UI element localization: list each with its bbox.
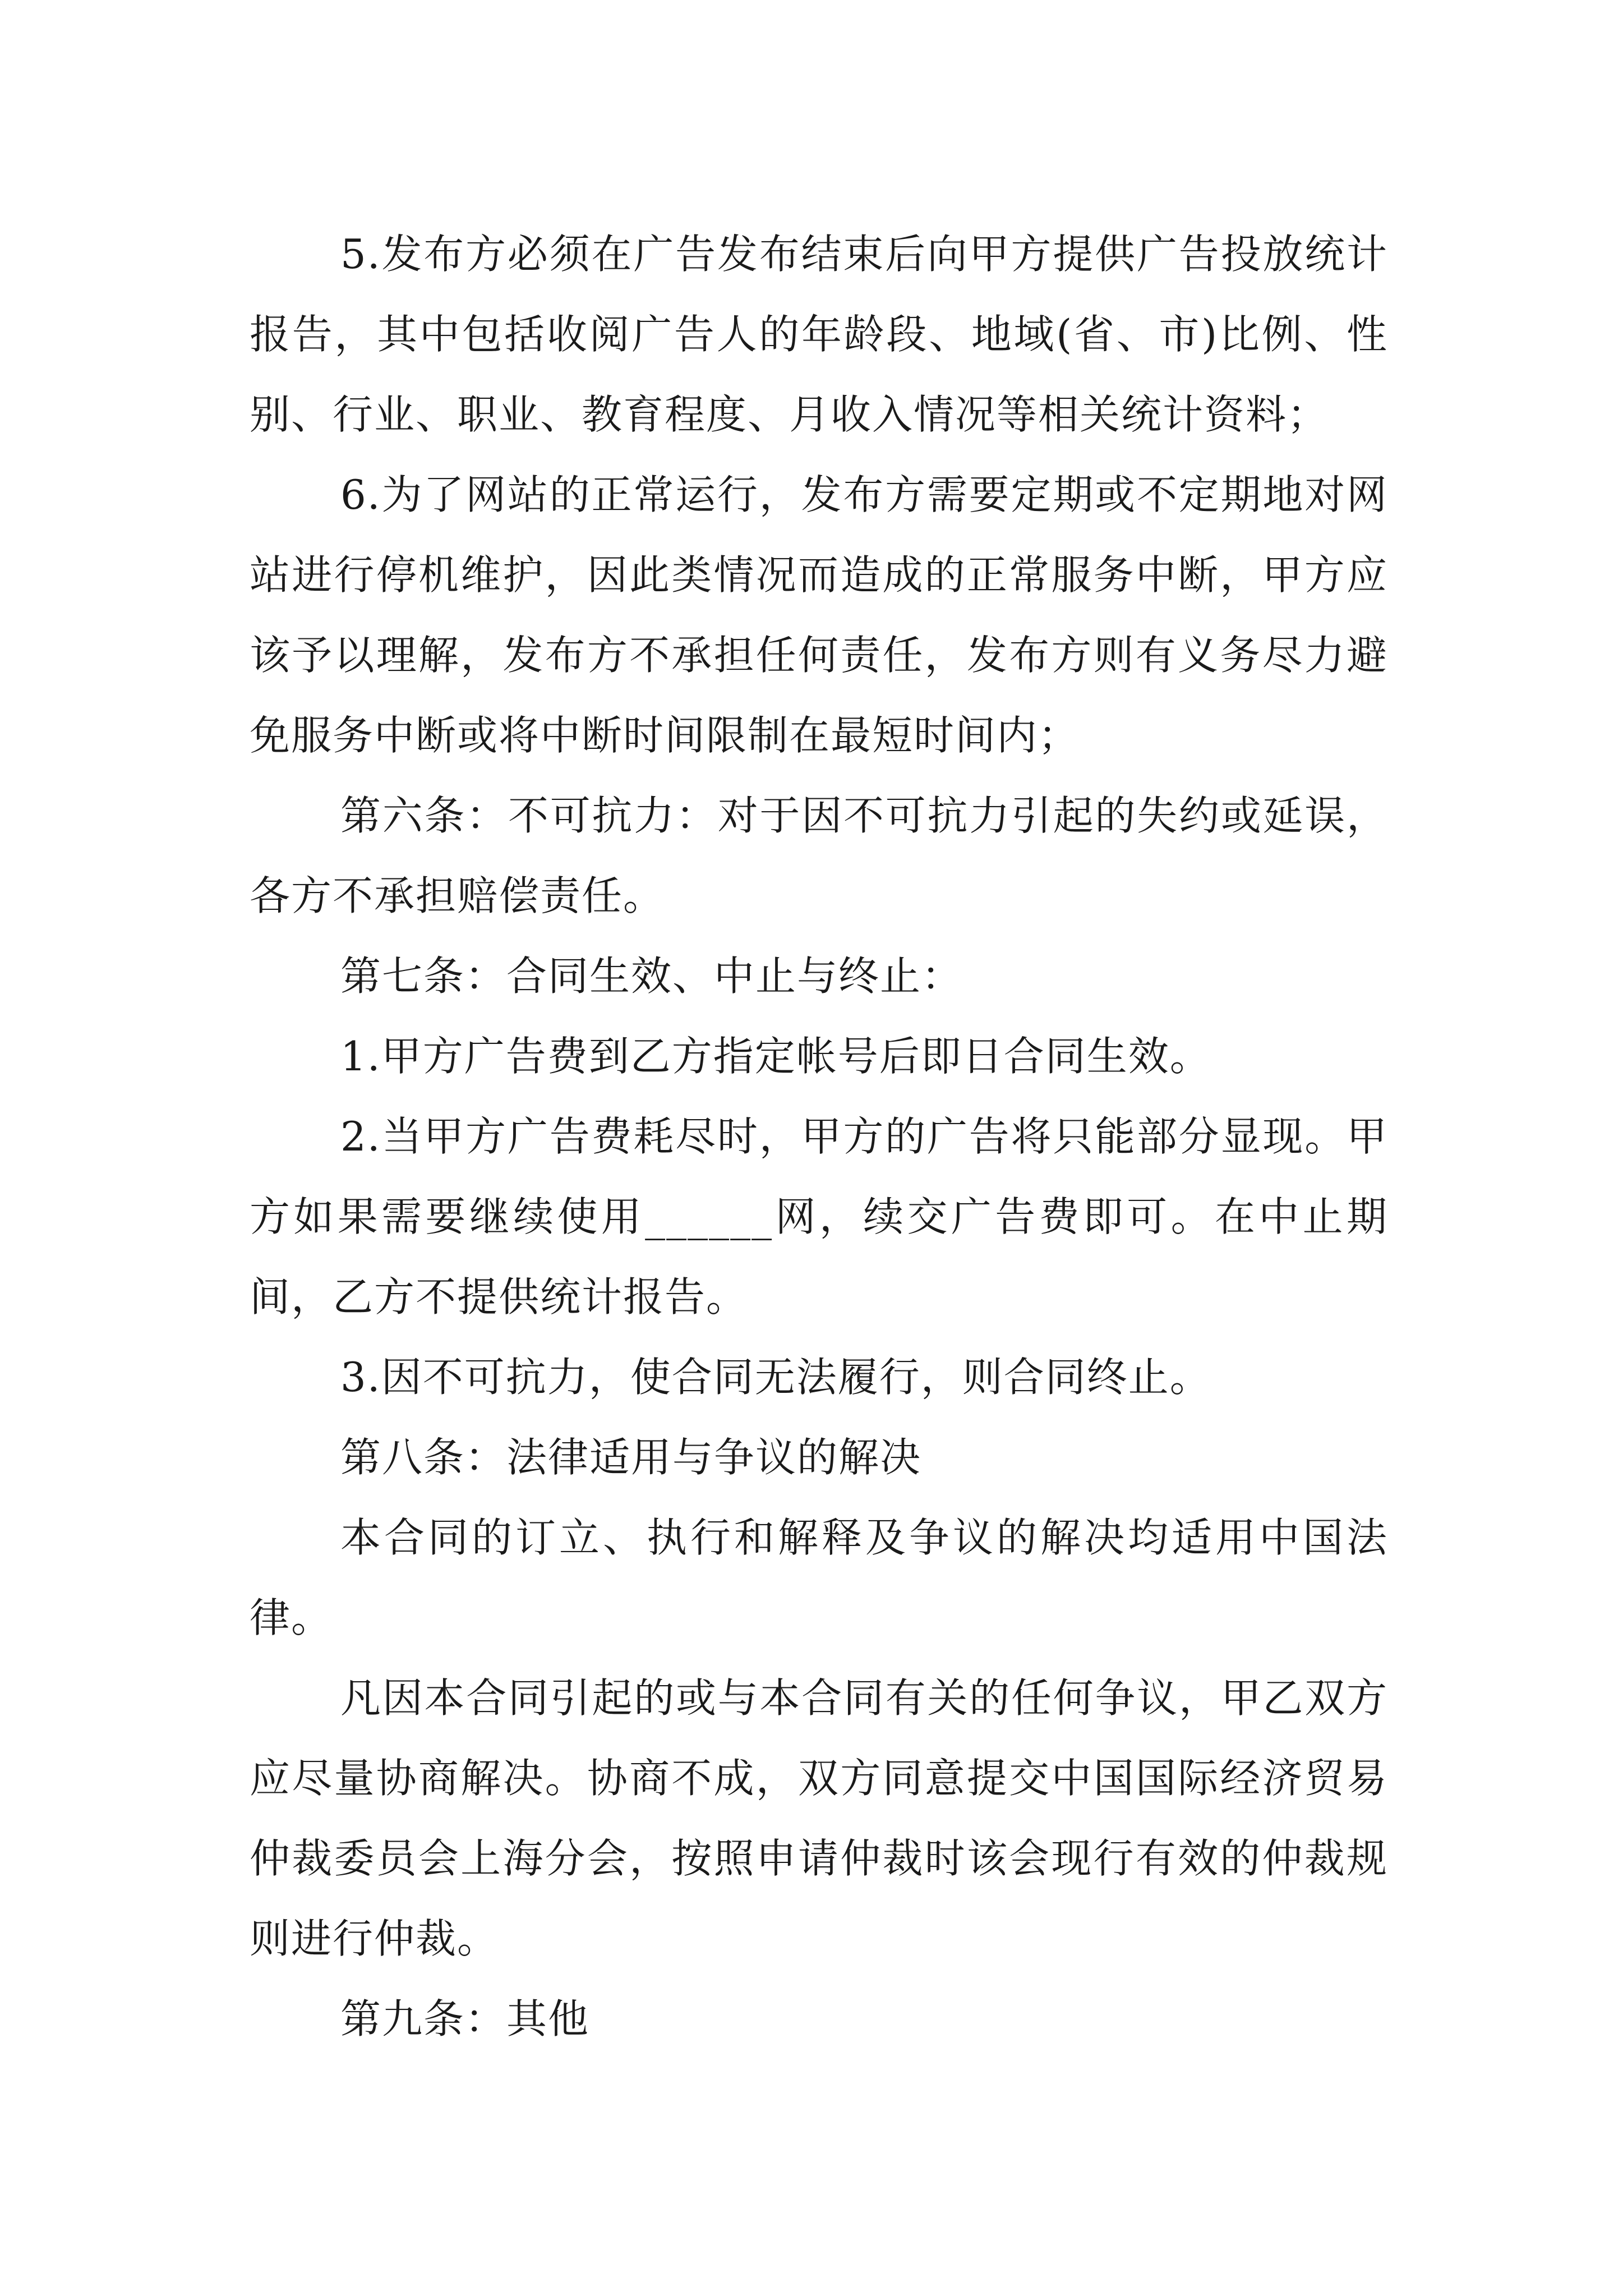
article-8-arbitration: 凡因本合同引起的或与本合同有关的任何争议，甲乙双方应尽量协商解决。协商不成，双方同意提交中国国际经济贸易仲裁委员会上海分会，按照申请仲裁时该会现行有效的仲裁规则进行仲裁。 xyxy=(250,1674,1388,1962)
article-7-item-3: 3.因不可抗力，使合同无法履行，则合同终止。 xyxy=(340,1354,1211,1401)
article-9-heading: 第九条：其他 xyxy=(340,1995,590,2042)
article-6-force-majeure: 第六条：不可抗力：对于因不可抗力引起的失约或延误，各方不承担赔偿责任。 xyxy=(250,792,1388,919)
document-body xyxy=(250,214,1388,2059)
clause-6-maintenance: 6.为了网站的正常运行，发布方需要定期或不定期地对网站进行停机维护，因此类情况而造成的正常服务中断，甲方应该予以理解，发布方不承担任何责任，发布方则有义务尽力避免服务中断或将中断时间限制在最短时间内； xyxy=(250,471,1388,759)
article-7-heading: 第七条：合同生效、中止与终止： xyxy=(340,953,963,1000)
article-7-item-2: 2.当甲方广告费耗尽时，甲方的广告将只能部分显现。甲方如果需要继续使用______网，续交广告费即可。在中止期间，乙方不提供统计报告。 xyxy=(250,1113,1388,1320)
article-8-governing-law: 本合同的订立、执行和解释及争议的解决均适用中国法律。 xyxy=(250,1514,1388,1641)
article-7-item-1: 1.甲方广告费到乙方指定帐号后即日合同生效。 xyxy=(340,1033,1211,1080)
article-8-heading: 第八条：法律适用与争议的解决 xyxy=(340,1434,922,1481)
clause-5-statistics-report: 5.发布方必须在广告发布结束后向甲方提供广告投放统计报告，其中包括收阅广告人的年龄段、地域(省、市)比例、性别、行业、职业、教育程度、月收入情况等相关统计资料； xyxy=(250,231,1388,438)
